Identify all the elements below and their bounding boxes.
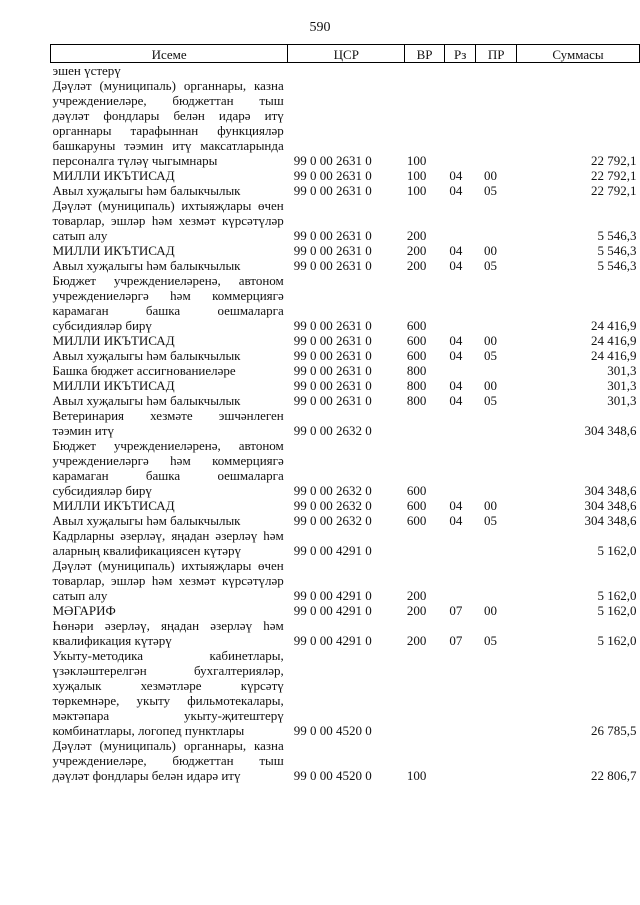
row-vr: 800 <box>406 378 427 393</box>
row-vr: 200 <box>406 588 427 603</box>
row-csr: 99 0 00 2631 0 <box>293 243 372 258</box>
row-vr: 600 <box>406 498 427 513</box>
row-name-line: Ветеринария хезмәте эшчәнлеген <box>52 408 284 423</box>
table-row <box>51 603 640 618</box>
row-name-line: МӘГАРИФ <box>52 603 116 618</box>
row-csr: 99 0 00 2631 0 <box>293 258 372 273</box>
row-rz: 07 <box>449 603 463 618</box>
row-name-line: товарлар, эшләр һәм хезмәт күрсәтүләр <box>52 573 284 588</box>
row-pr <box>476 558 516 603</box>
row-sum: 5 162,0 <box>597 543 637 558</box>
table-row <box>51 498 640 513</box>
row-rz <box>444 558 476 603</box>
row-rz <box>444 738 476 783</box>
row-csr: 99 0 00 2632 0 <box>293 423 372 438</box>
row-csr: 99 0 00 2632 0 <box>293 483 372 498</box>
row-name-line: төркемнәре, укыту фильмотекалары, <box>52 693 284 708</box>
row-vr: 800 <box>406 393 427 408</box>
row-name-line: МИЛЛИ ИКЪТИСАД <box>52 498 175 513</box>
row-name-line: Авыл хуҗалыгы һәм балыкчылык <box>52 348 241 363</box>
row-vr <box>405 408 445 438</box>
table-row <box>51 258 640 273</box>
row-sum: 22 806,7 <box>591 768 637 783</box>
row-vr: 600 <box>406 513 427 528</box>
row-pr <box>476 363 516 378</box>
table-row <box>51 558 640 603</box>
row-name-line: Дәүләт (муниципаль) ихтыяҗлары өчен <box>52 558 284 573</box>
row-pr: 00 <box>483 333 497 348</box>
row-sum: 301,3 <box>607 363 637 378</box>
row-sum: 22 792,1 <box>591 153 637 168</box>
row-rz <box>444 438 476 498</box>
row-name <box>51 273 288 333</box>
row-rz: 07 <box>449 633 463 648</box>
row-name-line: Укыту-методика кабинетлары, <box>52 648 284 663</box>
table-row <box>51 738 640 783</box>
table-row <box>51 333 640 348</box>
row-name <box>51 618 288 648</box>
row-vr: 600 <box>406 348 427 363</box>
row-sum: 24 416,9 <box>591 348 637 363</box>
row-vr <box>405 63 445 79</box>
row-name-line: учреждениеләре, бюджеттан тыш <box>52 93 284 108</box>
row-rz <box>444 198 476 243</box>
row-vr: 200 <box>406 258 427 273</box>
row-sum: 304 348,6 <box>584 498 637 513</box>
row-csr: 99 0 00 4291 0 <box>293 603 372 618</box>
row-vr: 100 <box>406 168 427 183</box>
row-name <box>51 198 288 243</box>
row-name-line: товарлар, эшләр һәм хезмәт күрсәтүләр <box>52 213 284 228</box>
row-pr <box>476 738 516 783</box>
row-rz <box>444 648 476 738</box>
row-pr <box>476 78 516 168</box>
row-csr: 99 0 00 2631 0 <box>293 153 372 168</box>
table-row <box>51 618 640 648</box>
row-name-line: эшен үстерү <box>52 63 121 78</box>
row-sum: 304 348,6 <box>584 483 637 498</box>
row-csr: 99 0 00 4291 0 <box>293 633 372 648</box>
row-name-line: Башка бюджет ассигнованиеләре <box>52 363 236 378</box>
row-vr: 800 <box>406 363 427 378</box>
header-vr: ВР <box>405 45 445 63</box>
table-row <box>51 78 640 168</box>
row-rz: 04 <box>449 183 463 198</box>
row-name <box>51 603 288 618</box>
row-csr: 99 0 00 4291 0 <box>293 588 372 603</box>
row-name-line: МИЛЛИ ИКЪТИСАД <box>52 243 175 258</box>
row-name-line: Кадрларны әзерләү, яңадан әзерләү һәм <box>52 528 284 543</box>
row-name <box>51 558 288 603</box>
row-name-line: Авыл хуҗалыгы һәм балыкчылык <box>52 393 241 408</box>
row-name-line: мәктәпара укыту-җитештерү <box>52 708 284 723</box>
row-vr: 200 <box>406 243 427 258</box>
row-name <box>51 378 288 393</box>
row-pr <box>476 438 516 498</box>
row-name-line: МИЛЛИ ИКЪТИСАД <box>52 168 175 183</box>
row-pr <box>476 63 516 79</box>
row-name <box>51 183 288 198</box>
header-rz: Рз <box>444 45 476 63</box>
row-rz: 04 <box>449 498 463 513</box>
table-row <box>51 168 640 183</box>
table-row <box>51 273 640 333</box>
row-name <box>51 393 288 408</box>
row-name-line: органнары тарафыннан функцияләр <box>52 123 284 138</box>
row-csr: 99 0 00 2631 0 <box>293 363 372 378</box>
row-name-line: Дәүләт (муниципаль) органнары, казна <box>52 738 284 753</box>
row-csr: 99 0 00 2631 0 <box>293 393 372 408</box>
row-pr: 00 <box>483 168 497 183</box>
row-vr: 600 <box>406 483 427 498</box>
row-sum: 26 785,5 <box>591 723 637 738</box>
row-name-line: квалификация күтәрү <box>52 633 172 648</box>
row-name-line: хуҗалык хезмәтләре күрсәтү <box>52 678 284 693</box>
row-name-line: Авыл хуҗалыгы һәм балыкчылык <box>52 513 241 528</box>
row-name-line: МИЛЛИ ИКЪТИСАД <box>52 378 175 393</box>
row-rz <box>444 78 476 168</box>
row-sum: 22 792,1 <box>591 183 637 198</box>
row-name <box>51 408 288 438</box>
row-rz <box>444 363 476 378</box>
table-row <box>51 378 640 393</box>
header-csr: ЦСР <box>288 45 405 63</box>
row-vr: 200 <box>406 633 427 648</box>
row-sum: 24 416,9 <box>591 333 637 348</box>
row-sum: 24 416,9 <box>591 318 637 333</box>
row-pr: 00 <box>483 603 497 618</box>
row-name-line: персоналга түләү чыгымнары <box>52 153 218 168</box>
row-sum: 22 792,1 <box>591 168 637 183</box>
row-name <box>51 168 288 183</box>
row-sum: 5 162,0 <box>597 588 637 603</box>
row-name-line: башкаруны тәэмин итү максатларында <box>52 138 284 153</box>
row-name-line: комбинатлары, логопед пунктлары <box>52 723 245 738</box>
row-csr: 99 0 00 2632 0 <box>293 498 372 513</box>
row-name-line: карамаган башка оешмаларга <box>52 303 284 318</box>
row-sum: 304 348,6 <box>584 423 637 438</box>
row-name-line: Бюджет учреждениеләренә, автоном <box>52 273 284 288</box>
row-sum <box>516 63 639 79</box>
row-rz: 04 <box>449 258 463 273</box>
row-rz: 04 <box>449 378 463 393</box>
budget-table <box>50 44 640 783</box>
row-name-line: карамаган башка оешмаларга <box>52 468 284 483</box>
row-pr <box>476 408 516 438</box>
row-csr <box>288 63 405 79</box>
row-rz: 04 <box>449 243 463 258</box>
row-pr <box>476 528 516 558</box>
row-rz: 04 <box>449 513 463 528</box>
row-name-line: сатып алу <box>52 588 108 603</box>
row-csr: 99 0 00 2631 0 <box>293 378 372 393</box>
row-name <box>51 513 288 528</box>
row-pr: 00 <box>483 243 497 258</box>
row-name-line: учреждениеләргә һәм коммерциягә <box>52 453 284 468</box>
row-csr: 99 0 00 4520 0 <box>293 768 372 783</box>
row-pr: 05 <box>483 348 497 363</box>
row-name <box>51 243 288 258</box>
table-row <box>51 198 640 243</box>
row-name-line: учреждениеләргә һәм коммерциягә <box>52 288 284 303</box>
table-row <box>51 648 640 738</box>
row-csr: 99 0 00 2632 0 <box>293 513 372 528</box>
row-pr: 05 <box>483 258 497 273</box>
table-row <box>51 363 640 378</box>
row-vr: 100 <box>406 153 427 168</box>
row-name-line: Дәүләт (муниципаль) ихтыяҗлары өчен <box>52 198 284 213</box>
table-row <box>51 243 640 258</box>
row-name <box>51 738 288 783</box>
row-name <box>51 438 288 498</box>
row-rz: 04 <box>449 348 463 363</box>
row-name <box>51 333 288 348</box>
row-sum: 5 546,3 <box>597 228 637 243</box>
row-name <box>51 648 288 738</box>
row-name-line: Авыл хуҗалыгы һәм балыкчылык <box>52 183 241 198</box>
row-pr: 00 <box>483 498 497 513</box>
row-name-line: Һөнәри әзерләү, яңадан әзерләү һәм <box>52 618 284 633</box>
row-sum: 5 546,3 <box>597 243 637 258</box>
row-name <box>51 348 288 363</box>
row-name-line: учреждениеләре, бюджеттан тыш <box>52 753 284 768</box>
table-row <box>51 183 640 198</box>
row-pr: 00 <box>483 378 497 393</box>
row-name-line: дәүләт фондлары белән идарә итү <box>52 768 241 783</box>
row-csr: 99 0 00 2631 0 <box>293 168 372 183</box>
row-vr: 100 <box>406 768 427 783</box>
row-pr: 05 <box>483 633 497 648</box>
row-sum: 5 162,0 <box>597 603 637 618</box>
row-vr: 200 <box>406 603 427 618</box>
row-name-line: субсидияләр бирү <box>52 483 152 498</box>
header-pr: ПР <box>476 45 516 63</box>
row-csr: 99 0 00 4520 0 <box>293 723 372 738</box>
row-name <box>51 258 288 273</box>
row-name-line: Авыл хуҗалыгы һәм балыкчылык <box>52 258 241 273</box>
row-sum: 301,3 <box>607 378 637 393</box>
row-rz <box>444 63 476 79</box>
row-name-line: үзәкләштерелгән бухгалтерияләр, <box>52 663 284 678</box>
row-name-line: аларның квалификациясен күтәрү <box>52 543 241 558</box>
table-row <box>51 393 640 408</box>
row-csr: 99 0 00 2631 0 <box>293 318 372 333</box>
table-row <box>51 513 640 528</box>
table-row <box>51 348 640 363</box>
row-sum: 5 546,3 <box>597 258 637 273</box>
row-rz <box>444 273 476 333</box>
row-rz <box>444 408 476 438</box>
row-rz <box>444 528 476 558</box>
table-header-row <box>51 45 640 63</box>
row-name <box>51 78 288 168</box>
row-pr: 05 <box>483 393 497 408</box>
row-rz: 04 <box>449 393 463 408</box>
row-vr: 100 <box>406 183 427 198</box>
row-name-line: МИЛЛИ ИКЪТИСАД <box>52 333 175 348</box>
row-name <box>51 528 288 558</box>
header-name: Исеме <box>51 45 288 63</box>
table-row <box>51 438 640 498</box>
row-name-line: субсидияләр бирү <box>52 318 152 333</box>
row-sum: 304 348,6 <box>584 513 637 528</box>
row-rz: 04 <box>449 168 463 183</box>
row-sum: 5 162,0 <box>597 633 637 648</box>
row-name-line: Бюджет учреждениеләренә, автоном <box>52 438 284 453</box>
row-csr: 99 0 00 2631 0 <box>293 333 372 348</box>
row-name-line: тәэмин итү <box>52 423 114 438</box>
row-sum: 301,3 <box>607 393 637 408</box>
row-vr <box>405 528 445 558</box>
header-sum: Суммасы <box>516 45 639 63</box>
table-row <box>51 408 640 438</box>
table-row <box>51 528 640 558</box>
row-name-line: сатып алу <box>52 228 108 243</box>
row-vr: 200 <box>406 228 427 243</box>
page-number: 590 <box>309 20 331 35</box>
row-csr: 99 0 00 2631 0 <box>293 348 372 363</box>
row-name <box>51 498 288 513</box>
row-name-line: дәүләт фондлары белән идарә итү <box>52 108 284 123</box>
row-name <box>51 363 288 378</box>
row-pr <box>476 648 516 738</box>
row-rz: 04 <box>449 333 463 348</box>
row-pr <box>476 273 516 333</box>
row-vr: 600 <box>406 333 427 348</box>
row-pr: 05 <box>483 513 497 528</box>
row-csr: 99 0 00 2631 0 <box>293 183 372 198</box>
row-name-line: Дәүләт (муниципаль) органнары, казна <box>52 78 284 93</box>
row-vr <box>405 648 445 738</box>
row-name <box>51 63 288 79</box>
row-vr: 600 <box>406 318 427 333</box>
row-csr: 99 0 00 4291 0 <box>293 543 372 558</box>
row-pr <box>476 198 516 243</box>
row-pr: 05 <box>483 183 497 198</box>
row-csr: 99 0 00 2631 0 <box>293 228 372 243</box>
table-row <box>51 63 640 79</box>
